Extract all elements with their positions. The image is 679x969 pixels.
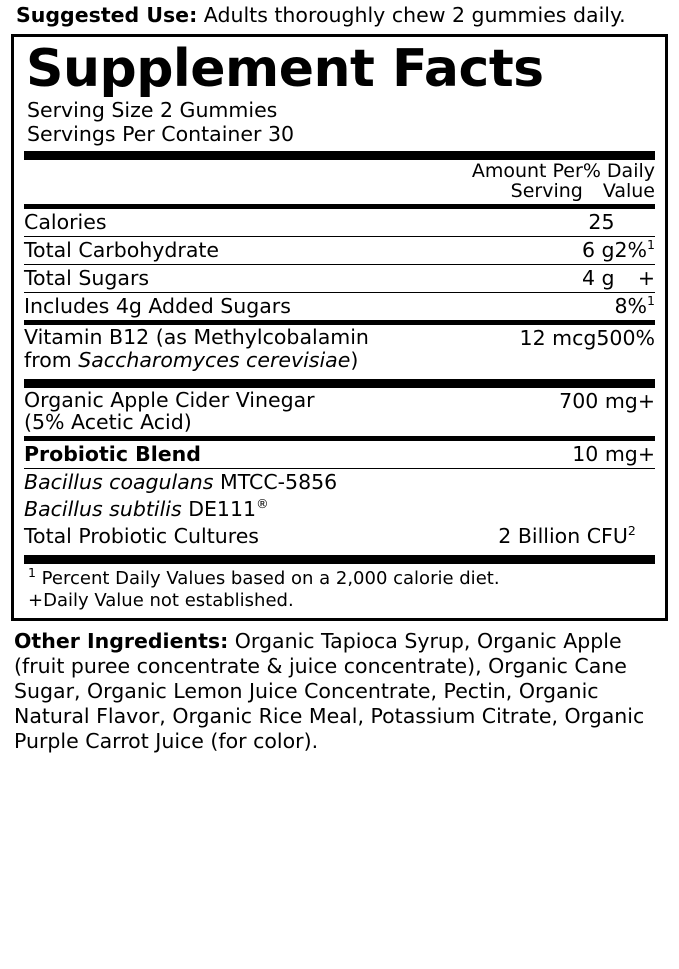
row-dv-apple-cider-vinegar: + (637, 388, 655, 413)
row-dv-total-carbohydrate: 2%$^1$ (615, 236, 655, 264)
other-ingredients-label: Other Ingredients: (14, 628, 229, 653)
divider-thick-footnotes (24, 555, 655, 564)
table-row (24, 523, 655, 550)
page-title: Supplement Facts (26, 38, 544, 99)
row-amount-total-sugars: 4 g (582, 264, 615, 292)
row-amount-total-carbohydrate: 6 g (582, 236, 615, 264)
serving-size: Serving Size 2 Gummies (27, 97, 278, 122)
table-header-row (24, 160, 655, 204)
row-name-total-carbohydrate: Total Carbohydrate (24, 236, 582, 264)
nutrition-rows (24, 209, 655, 320)
supplement-facts-panel (11, 34, 668, 621)
row-name-added-sugars: Includes 4g Added Sugars (24, 293, 291, 318)
suggested-use-line (10, 0, 669, 34)
table-row (24, 388, 655, 437)
row-dv-calories (615, 209, 655, 237)
table-row (24, 292, 655, 320)
row-name-probiotic-blend: Probiotic Blend (24, 441, 498, 469)
header-amount-per-serving: Amount Per Serving (471, 159, 583, 203)
row-amount-calories: 25 (582, 209, 615, 237)
header-daily-value: % Daily Value (582, 159, 655, 203)
row-name-total-sugars: Total Sugars (24, 264, 582, 292)
row-amount-apple-cider-vinegar: 700 mg (559, 388, 638, 413)
row-amount-bacillus-coagulans (498, 469, 638, 497)
table-row (24, 236, 655, 264)
row-amount-vitamin-b12: 12 mcg (519, 325, 597, 350)
row-name-vitamin-b12: Vitamin B12 (as Methylcobalamin from Saccharomyces cerevisiae) (24, 324, 369, 372)
row-name-bacillus-subtilis: Bacillus subtilis DE111® (24, 496, 269, 522)
divider-thick-acv (24, 379, 655, 388)
table-row (24, 325, 655, 374)
row-amount-added-sugars (582, 292, 615, 320)
suggested-use-text: Adults thoroughly chew 2 gummies daily. (197, 3, 626, 27)
table-row (24, 264, 655, 292)
header-spacer (24, 160, 472, 204)
table-row (24, 496, 655, 523)
probiotic-blend-rows (24, 441, 655, 550)
footnote-2: +Daily Value not established. (28, 590, 294, 611)
row-dv-total-probiotic-cultures (638, 523, 655, 550)
row-name-apple-cider-vinegar: Organic Apple Cider Vinegar (5% Acetic Acid) (24, 387, 315, 435)
other-ingredients (10, 621, 669, 754)
vitamin-rows (24, 325, 655, 374)
row-amount-total-probiotic-cultures: 2 Billion CFU$^2$ (498, 523, 636, 549)
other-ingredients-text: Organic Tapioca Syrup, Organic Apple (fruit puree concentrate & juice concentrate), Organic Cane Sugar, Organic Lemon Juice Concentrate, Pectin, Organic Natural Flavor, Organic Rice Meal, Potassium Citrate, Organic Purple Carrot Juice (for color). (14, 628, 645, 753)
row-dv-probiotic-blend: + (638, 441, 655, 469)
servings-per-container: Servings Per Container 30 (27, 121, 295, 146)
row-dv-bacillus-coagulans (638, 469, 655, 497)
row-dv-added-sugars: 8%$^1$ (614, 292, 655, 318)
row-dv-total-sugars: + (615, 264, 655, 292)
suggested-use-label: Suggested Use: (16, 3, 198, 27)
table-row (24, 441, 655, 469)
footnotes (24, 564, 655, 611)
table-row (24, 209, 655, 237)
footnote-1: $^1$ Percent Daily Values based on a 2,000 calorie diet. (28, 565, 500, 590)
row-amount-bacillus-subtilis (498, 496, 638, 523)
row-name-bacillus-coagulans: Bacillus coagulans MTCC-5856 (24, 470, 338, 495)
row-name-calories: Calories (24, 209, 582, 237)
table-row (24, 469, 655, 497)
row-name-total-probiotic-cultures: Total Probiotic Cultures (24, 524, 259, 549)
row-dv-vitamin-b12: 500% (596, 325, 655, 350)
acv-rows (24, 388, 655, 437)
divider-thick-top (24, 151, 655, 160)
row-dv-bacillus-subtilis (638, 496, 655, 523)
row-amount-probiotic-blend: 10 mg (498, 441, 638, 469)
nutrition-table (24, 160, 655, 204)
